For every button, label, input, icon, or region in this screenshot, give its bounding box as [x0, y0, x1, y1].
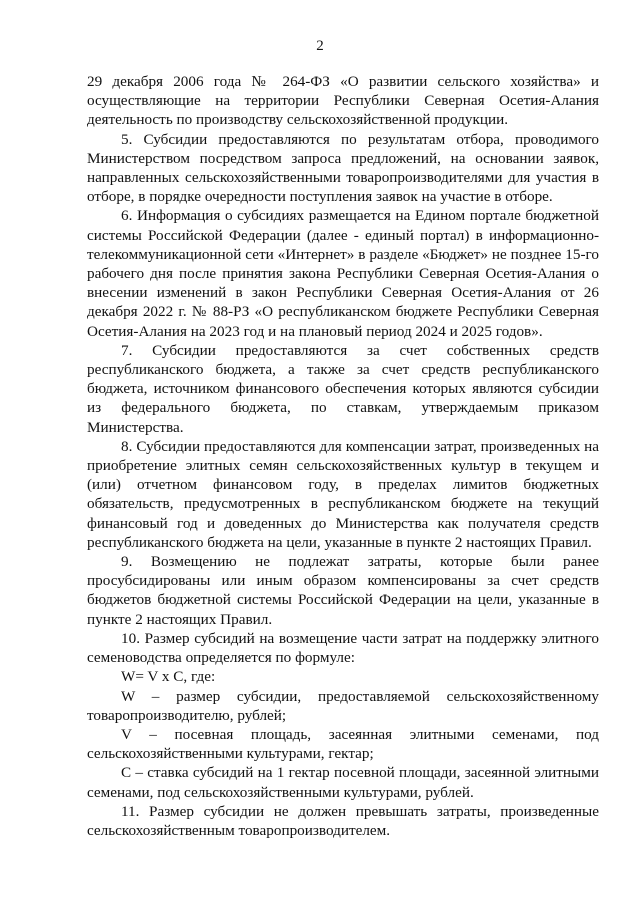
paragraph-item-7: 7. Субсидии предоставляются за счет собственных средств республиканского бюджета, а также за счет средств республиканского бюджета, источником финансового обеспечения которых являются субсидии из федерального бюджета, по ставкам, утверждаемым приказом Министерства.	[87, 341, 599, 436]
paragraph-item-6: 6. Информация о субсидиях размещается на Едином портале бюджетной системы Российской Федерации (далее - единый портал) в информационно-телекоммуникационной сети «Интернет» в разделе «Бюджет» не позднее 15-го рабочего дня после принятия закона Республики Северная Осетия-Алания о внесении изменений в закон Республики Северная Осетия-Алания от 26 декабря 2022 г. № 88-РЗ «О республиканском бюджете Республики Северная Осетия-Алания на 2023 год и на плановый период 2024 и 2025 годов».	[87, 207, 599, 340]
paragraph-item-9: 9. Возмещению не подлежат затраты, которые были ранее просубсидированы или иным образом компенсированы за счет средств бюджетов бюджетной системы Российской Федерации на цели, указанные в пункте 2 настоящих Правил.	[87, 553, 599, 628]
formula-definition-c: С – ставка субсидий на 1 гектар посевной площади, засеянной элитными семенами, под сельскохозяйственными культурами, рублей.	[87, 764, 599, 801]
page-number: 2	[316, 38, 324, 54]
paragraph-continuation: 29 декабря 2006 года № 264-ФЗ «О развитии сельского хозяйства» и осуществляющие на территории Республики Северная Осетия-Алания деятельность по производству сельскохозяйственной продукции.	[87, 73, 599, 129]
paragraph-item-11: 11. Размер субсидии не должен превышать затраты, произведенные сельскохозяйственным товаропроизводителем.	[87, 802, 599, 839]
paragraph-item-5: 5. Субсидии предоставляются по результатам отбора, проводимого Министерством посредством запроса предложений, на основании заявок, направленных сельскохозяйственными товаропроизводителями для участия в отборе, в порядке очередности поступления заявок на участие в отборе.	[87, 130, 599, 206]
formula-definition-v: V – посевная площадь, засеянная элитными семенами, под сельскохозяйственными культурами, гектар;	[87, 725, 599, 763]
document-body	[87, 72, 599, 840]
formula-definition-w: W – размер субсидии, предоставляемой сельскохозяйственному товаропроизводителю, рублей;	[87, 687, 599, 724]
formula: W= V х С, где:	[121, 668, 216, 686]
paragraph-item-8: 8. Субсидии предоставляются для компенсации затрат, произведенных на приобретение элитных семян сельскохозяйственных культур в текущем и (или) отчетном финансовом году, в пределах лимитов бюджетных обязательств, предусмотренных в республиканском бюджете на текущий финансовый год и доведенных до Министерства как получателя средств республиканского бюджета на цели, указанные в пункте 2 настоящих Правил.	[87, 437, 599, 551]
paragraph-item-10: 10. Размер субсидий на возмещение части затрат на поддержку элитного семеноводства определяется по формуле:	[87, 629, 599, 667]
